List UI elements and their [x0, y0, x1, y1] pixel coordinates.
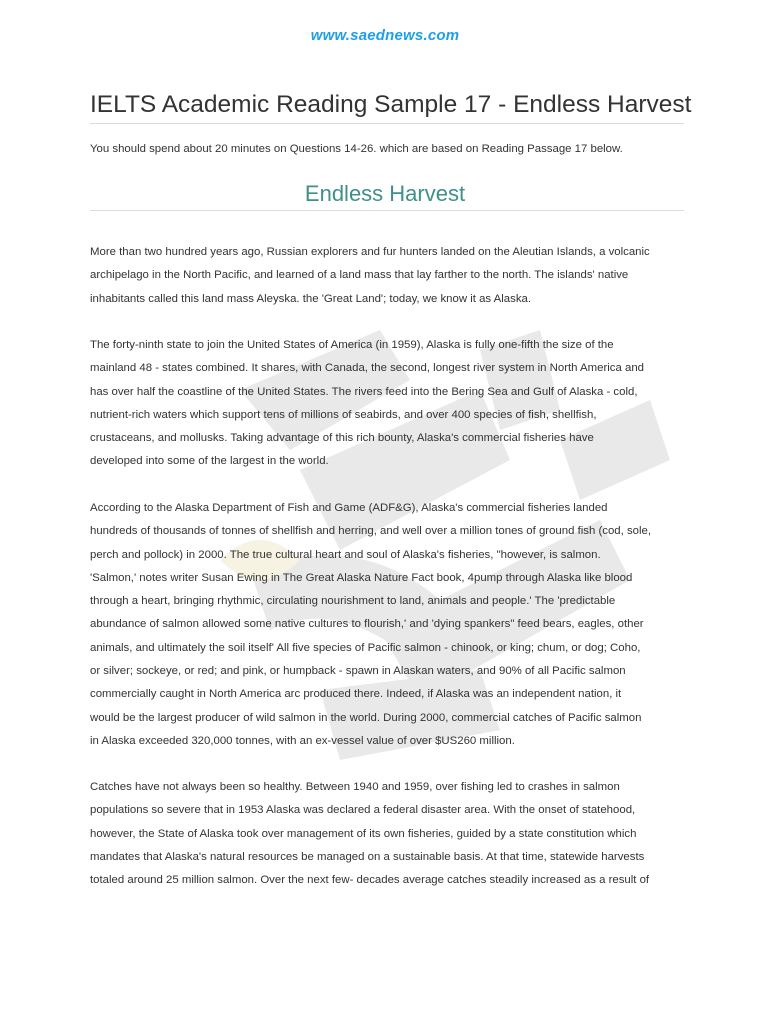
- document-title: IELTS Academic Reading Sample 17 - Endless Harvest: [90, 91, 692, 118]
- text-line: has over half the coastline of the United States. The rivers feed into the Bering Sea and Gulf of Alaska - cold,: [90, 385, 638, 398]
- text-line: crustaceans, and mollusks. Taking advantage of this rich bounty, Alaska's commercial fisheries have: [90, 432, 594, 445]
- passage-title: Endless Harvest: [304, 181, 466, 206]
- text-line: Catches have not always been so healthy. Between 1940 and 1959, over fishing led to crashes in salmon: [90, 781, 620, 793]
- text-line: mainland 48 - states combined. It shares, with Canada, the second, longest river system in North America and: [90, 362, 644, 375]
- paragraph-3: [90, 497, 690, 753]
- text-line: commercially caught in North America arc produced there. Indeed, if Alaska was an independent nation, it: [90, 688, 622, 701]
- text-line: inhabitants called this land mass Aleyska. the 'Great Land'; today, we know it as Alaska.: [90, 292, 532, 305]
- text-line: archipelago in the North Pacific, and learned of a land mass that lay farther to the north. The islands' native: [90, 269, 629, 282]
- paragraph-1: [90, 241, 690, 311]
- text-line: mandates that Alaska's natural resources be managed on a sustainable basis. At that time, statewide harvests: [90, 850, 645, 863]
- paragraph-4: [90, 776, 690, 892]
- text-line: nutrient-rich waters which support tens of millions of seabirds, and over 400 species of fish, shellfish,: [90, 408, 597, 421]
- text-line: would be the largest producer of wild salmon in the world. During 2000, commercial catches of Pacific salmon: [90, 711, 642, 724]
- text-line: According to the Alaska Department of Fish and Game (ADF&G), Alaska's commercial fisheries landed: [90, 502, 608, 514]
- text-line: populations so severe that in 1953 Alaska was declared a federal disaster area. With the onset of statehood,: [90, 804, 636, 817]
- instruction-text: You should spend about 20 minutes on Questions 14-26. which are based on Reading Passage 17 below.: [90, 143, 623, 155]
- text-line: totaled around 25 million salmon. Over the next few- decades average catches steadily increased as a result of: [90, 874, 650, 887]
- text-line: perch and pollock) in 2000. The true cultural heart and soul of Alaska's fisheries, "however, is salmon.: [90, 548, 601, 561]
- text-line: through a heart, bringing rhythmic, circulating nourishment to land, animals and people.' The 'predictable: [90, 595, 616, 608]
- text-line: in Alaska exceeded 320,000 tonnes, with an ex-vessel value of over $US260 million.: [90, 734, 515, 747]
- paragraph-2: [90, 334, 690, 474]
- text-line: however, the State of Alaska took over management of its own fisheries, guided by a state constitution which: [90, 827, 637, 840]
- text-line: 'Salmon,' notes writer Susan Ewing in The Great Alaska Nature Fact book, 4pump through Alaska like blood: [90, 571, 633, 584]
- text-line: The forty-ninth state to join the United States of America (in 1959), Alaska is fully one-fifth the size of the: [90, 339, 614, 351]
- passage-title-divider: [90, 210, 684, 211]
- text-line: developed into some of the largest in the world.: [90, 455, 329, 468]
- title-divider: [90, 123, 684, 124]
- text-line: animals, and ultimately the soil itself' All five species of Pacific salmon - chinook, or king; chum, or dog; Coho,: [90, 641, 641, 654]
- text-line: More than two hundred years ago, Russian explorers and fur hunters landed on the Aleutian Islands, a volcanic: [90, 246, 650, 258]
- text-line: or silver; sockeye, or red; and pink, or humpback - spawn in Alaskan waters, and 90% of all Pacific salmon: [90, 665, 626, 678]
- text-line: abundance of salmon allowed some native cultures to flourish,' and 'dying spankers" feed bears, eagles, other: [90, 618, 644, 631]
- site-link[interactable]: www.saednews.com: [310, 27, 460, 44]
- text-line: hundreds of thousands of tonnes of shellfish and herring, and well over a million tones of ground fish (cod, sole,: [90, 525, 652, 538]
